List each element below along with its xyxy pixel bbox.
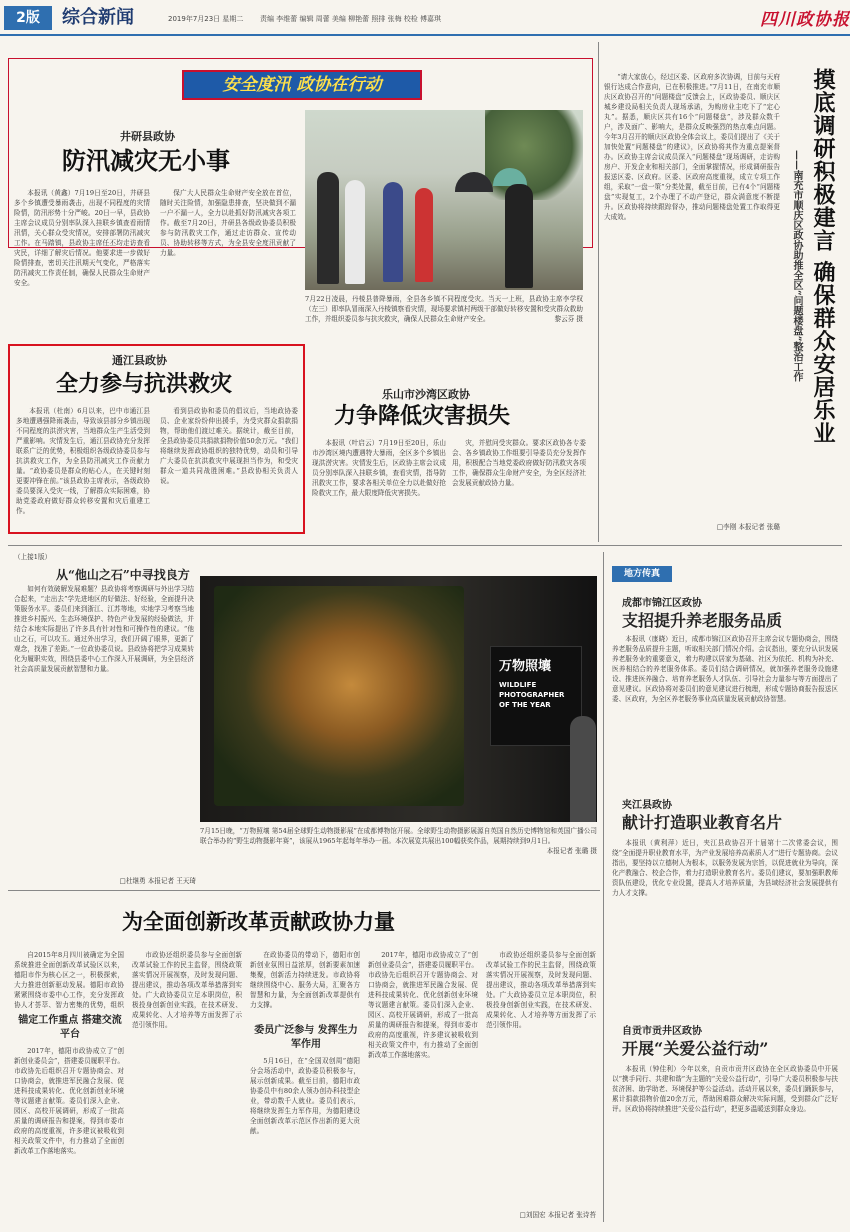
shawan-body-col1: 本报讯（叶启云）7月19日至20日，乐山市沙湾区境内遭遇特大暴雨，全区多个乡镇出现洪涝灾害。灾情发生后，区政协主席会议成员分别率队深入挂联乡镇，查看灾情，指导防汛救灾工作，要求各相关单位全力以赴做好抢险救灾工作，最大限度降低灾害损失。 xyxy=(312,439,446,497)
section-title: 综合新闻 xyxy=(62,7,134,28)
page-header xyxy=(0,0,850,36)
shunqing-subhead: ——南充市顺庆区政协助推全区“问题楼盘”整治工作 xyxy=(791,150,802,382)
bottom-body-col3: 在政协委员的带动下，德阳市创新创业氛围日益浓厚，创新要素加速集聚，创新活力持续迸发。市政协将继续围绕中心、服务大局，汇聚各方智慧和力量，为全面创新改革提供有力支撑。 xyxy=(250,951,360,1009)
side-brief-label: 地方传真 xyxy=(612,566,672,582)
wildlife-photo-caption: 7月15日晚，“万物照壤 第54届全球野生动物摄影展”在成都博物馆开展。全球野生动物摄影展源自英国自然历史博物馆和英国广播公司联合举办的“野生动物摄影年赛”，该展从1965年起每年举办一届。本次展览共展出100幅获奖作品，展期持续到9月1日。 本报记者 张璐 摄 xyxy=(200,827,597,855)
bottom-body-col3b: 5月16日，在“全国双创周”德阳分会场活动中，政协委员积极参与，展示创新成果。截至目前，德阳市政协委员中有80余人领办创办科技型企业，带动数千人就业。委员们表示，将继续发挥生力军作用，为德阳建设全面创新改革示范区作出新的更大贡献。 xyxy=(250,1057,360,1135)
column-divider xyxy=(603,552,604,1222)
banner xyxy=(182,70,422,100)
shawan-headline: 力争降低灾害损失 xyxy=(334,403,511,429)
column-divider xyxy=(598,42,599,542)
brief-headline: 献计打造职业教育名片 xyxy=(622,813,783,832)
section-divider xyxy=(8,545,842,546)
flood-photo-caption: 7月22日凌晨，丹棱县普降暴雨，全县各乡镇不同程度受灾。当天一上班，县政协主席李学权（左三）即率队冒雨深入丹棱镇察看灾情，现场要求镇村两级干部做好转移安置和受灾群众救助工作，并组织委员参与抗灾救灾，确保人民群众生命财产安全。 黎云芬 摄 xyxy=(305,295,583,323)
person-figure xyxy=(383,182,403,282)
tongjiang-headline: 全力参与抗洪救灾 xyxy=(56,371,233,397)
jingyan-headline: 防汛减灾无小事 xyxy=(62,146,230,175)
bottom-body-col5: 市政协还组织委员参与全面创新改革试验工作的民主监督，围绕政策落实情况开展视察，及时发现问题、提出建议，推动各项改革举措落到实处。广大政协委员立足本职岗位，积极投身创新创业实践，在技术研发、成果转化、人才培养等方面发挥了示范引领作用。 xyxy=(486,951,596,1029)
exhibition-sign xyxy=(490,646,582,746)
brief-body: 本报讯（钟佳利）今年以来，自贡市贡井区政协在全区政协委员中开展以“携手同行、共建和谐”为主题的“关爱公益行动”，引导广大委员积极参与扶贫济困、助学助老、环境保护等公益活动。活动开展以来，委员们踊跃参与，累计捐款捐物价值20余万元，帮助困难群众解决实际问题，受到群众广泛好评。区政协将持续推进“关爱公益行动”，把更多温暖送到群众身边。 xyxy=(612,1065,838,1113)
lion-photo xyxy=(214,586,464,806)
brief-kicker: 自贡市贡井区政协 xyxy=(622,1026,702,1037)
sign-line: PHOTOGRAPHER xyxy=(499,691,565,699)
brief-body: 本报讯（康晓）近日，成都市锦江区政协召开主席会议专题协商会，围绕养老服务品质提升主题，听取相关部门情况介绍。会议指出，要充分认识发展养老服务业的重要意义，着力构建以居家为基础、社区为依托、机构为补充、医养相结合的养老服务体系。委员们结合调研情况，就加强养老服务设施建设、推进医养融合、培育养老服务人才队伍、引导社会力量参与等方面提出了意见建议。区政协将对委员们的意见建议进行梳理，形成专题协商报告报送区委、区政府，为全区养老服务事业高质量发展贡献政协智慧。 xyxy=(612,635,838,703)
bottom-headline: 为全面创新改革贡献政协力量 xyxy=(122,909,395,934)
jingyan-kicker: 井研县政协 xyxy=(120,130,175,143)
photo-trees xyxy=(485,110,583,200)
editor-line: 责编 李维蕾 编辑 周蕾 美编 柳艳蕾 照排 张梅 校检 傅嘉琪 xyxy=(260,15,442,23)
sign-title: 万物照壤 xyxy=(499,659,552,674)
tongjiang-kicker: 通江县政协 xyxy=(112,354,167,367)
wildlife-exhibition-photo xyxy=(200,576,597,822)
brief-kicker: 成都市锦江区政协 xyxy=(622,598,702,609)
bottom-body-col2: 市政协还组织委员参与全面创新改革试验工作的民主监督，围绕政策落实情况开展视察，及时发现问题、提出建议，推动各项改革举措落到实处。广大政协委员立足本职岗位，积极投身创新创业实践，在技术研发、成果转化、人才培养等方面发挥了示范引领作用。 xyxy=(132,951,242,1029)
person-figure xyxy=(415,188,433,282)
wildlife-photo-credit: 本报记者 张璐 摄 xyxy=(546,847,597,855)
tongjiang-body-col1: 本报讯（杜南）6月以来，巴中市通江县多地遭遇强降雨袭击，导致该县部分乡镇出现不同程度的洪涝灾害，当地群众生产生活受到严重影响。灾情发生后，通江县政协充分发挥联系广泛的优势，积极组织各级政协委员参与抗洪救灾工作，为全县防汛减灾工作贡献力量。“政协委员是群众的贴心人，在关键时刻更要冲锋在前。”该县政协主席表示，各级政协委员要深入受灾一线，了解群众实际困难，协助党委政府做好群众转移安置和灾后重建工作。 xyxy=(16,407,150,515)
bottom-body-col4: 2017年，德阳市政协成立了“创新创业委员会”，搭建委员履职平台。市政协先后组织召开专题协商会、对口协商会，就推进军民融合发展、促进科技成果转化、优化创新创业环境等议题建言献策。委员们深入企业、园区、高校开展调研，形成了一批高质量的调研报告和提案，得到市委市政府的高度重视，许多建议被吸收到相关政策文件中，有力推动了全面创新改革工作落地落实。 xyxy=(368,951,478,1059)
continued-body: 如何有效破解发展难题？县政协将考察调研与外出学习结合起来，“走出去”学先进地区的好做法、好经验，全面提升决策服务水平。委员们来到浙江、江苏等地，实地学习考察当地推进乡村振兴、生态环境保护、特色产业发展的经验做法，并结合本地实际提出了许多具有针对性和可操作性的建议。“他山之石，可以攻玉。通过外出学习，我们开阔了眼界，更新了观念，找准了差距。”一位政协委员说。县政协将把学习成果转化为履职实效，围绕县委中心工作深入开展调研，为全县经济社会高质量发展贡献智慧和力量。 xyxy=(14,585,194,673)
page-number-tab: 2版 xyxy=(4,6,52,30)
shunqing-credit: □李刚 本报记者 张璐 xyxy=(716,523,780,531)
banner-text: 安全度汛 政协在行动 xyxy=(222,75,382,95)
continued-kicker: （上接1版） xyxy=(14,553,52,561)
date-line: 2019年7月23日 星期二 xyxy=(168,15,244,23)
bottom-credit: □刘国宏 本报记者 张诗苔 xyxy=(519,1211,596,1219)
bottom-subhead: 锚定工作重点 搭建交流平台 xyxy=(18,1015,122,1040)
brief-body: 本报讯（黄利萍）近日，夹江县政协召开十届第十二次常委会议，围绕“全面提升职业教育水平，为产业发展培养高素质人才”进行专题协商。会议指出，要坚持以立德树人为根本，以服务发展为宗旨，以促进就业为导向，深化产教融合、校企合作，着力打造职业教育名片。委员们建议，要加强职教师资队伍建设，优化专业设置，提高人才培养质量，为县域经济社会发展提供有力人才支撑。 xyxy=(612,839,838,897)
jingyan-body-col2: 保广大人民群众生命财产安全放在首位，随时关注险情，加强隐患排查，坚决做到不漏一户不漏一人，全力以赴抓好防汛减灾各项工作。截至7月20日，井研县各级政协委员积极参与防汛救灾工作，通过走访群众、宣传动员、协助转移等方式，为全县安全度汛贡献了力量。 xyxy=(160,189,296,257)
continued-headline: 从“他山之石”中寻找良方 xyxy=(56,568,190,582)
flood-inspection-photo xyxy=(305,110,583,290)
shunqing-body: “请大家放心，经过区委、区政府多次协调，目前与天府银行达成合作意向，已在积极推进。”7月11日，在南充市顺庆区政协召开的“问题楼盘”反馈会上，区政协委员、顺庆区城乡建设局相关负责人现场承诺，为购房业主吃下了“定心丸”。据悉，顺庆区共有16个“问题楼盘”，涉及群众数千户，涉及面广、影响大，是群众反映强烈的热点难点问题。今年3月召开的顺庆区政协全体会议上，委员们提出了《关于加快处置“问题楼盘”的建议》，区政协将其作为重点提案督办。区政协主席会议成员深入“问题楼盘”现场调研，走访购房户、开发企业和相关部门，全面掌握情况，形成调研报告报送区委、区政府。区委、区政府高度重视，成立专项工作组，采取“一盘一策”分类处置，截至目前，已有4个“问题楼盘”实现复工，2个办理了不动产登记，群众满意度不断提升。区政协将持续跟踪督办，推动问题楼盘处置工作取得更大成效。 xyxy=(604,73,780,221)
shunqing-headline: 摸底调研积极建言 确保群众安居乐业 xyxy=(810,68,836,445)
visitor-figure xyxy=(570,716,596,822)
shawan-kicker: 乐山市沙湾区政协 xyxy=(382,388,470,401)
jingyan-body-col1: 本报讯（黄鑫）7月19日至20日，井研县多个乡镇遭受暴雨袭击，出现不同程度的灾情险情，防汛形势十分严峻。20日一早，县政协主席会议成员分别率队深入挂联乡镇查看雨情汛情，关心群众受灾情况，安排部署防汛减灾工作。在马踏镇，县政协主席任丕均走访查看灾民，详细了解灾后情况。他要求进一步做好险情排查，密切关注汛期天气变化，严格落实防汛减灾工作责任制，确保人民群众生命财产安全。 xyxy=(14,189,150,287)
brief-headline: 支招提升养老服务品质 xyxy=(622,611,783,630)
continued-credit: □杜继勇 本报记者 王天琦 xyxy=(119,877,196,885)
flood-photo-credit: 黎云芬 摄 xyxy=(554,315,583,323)
brief-kicker: 夹江县政协 xyxy=(622,800,672,811)
shawan-body-col2: 灾，并慰问受灾群众。要求区政协各专委会、各乡镇政协工作组要引导委员充分发挥作用，积极配合当地党委政府做好防汛救灾各项工作，确保群众生命财产安全，为全区经济社会发展贡献政协力量。 xyxy=(452,439,586,487)
sign-line: WILDLIFE xyxy=(499,681,537,689)
sign-line: OF THE YEAR xyxy=(499,701,551,709)
paper-logo: 四川政协报 xyxy=(760,10,850,30)
bottom-subhead: 委员广泛参与 发挥生力军作用 xyxy=(254,1025,358,1050)
person-figure xyxy=(505,184,533,288)
bottom-body-col1: 自2015年8月四川被确定为全国系统推进全面创新改革试验区以来，德阳市作为核心区之一，积极探索，大力推进创新驱动发展。德阳市政协紧紧围绕市委中心工作，充分发挥政协人才荟萃、智力密集的优势，组织 xyxy=(14,951,124,1009)
bottom-body-col1b: 2017年，德阳市政协成立了“创新创业委员会”，搭建委员履职平台。市政协先后组织召开专题协商会、对口协商会，就推进军民融合发展、促进科技成果转化、优化创新创业环境等议题建言献策。委员们深入企业、园区、高校开展调研，形成了一批高质量的调研报告和提案，得到市委市政府的高度重视，许多建议被吸收到相关政策文件中，有力推动了全面创新改革工作落地落实。 xyxy=(14,1047,124,1155)
person-figure xyxy=(317,172,339,284)
person-figure xyxy=(345,180,365,284)
brief-headline: 开展“关爱公益行动” xyxy=(622,1039,769,1058)
tongjiang-body-col2: 看到县政协和委员的倡议后，当地政协委员、企业家纷纷伸出援手，为受灾群众捐款捐物，帮助他们渡过难关。据统计，截至目前，全县政协委员共捐款捐物价值50余万元。“我们将继续发挥政协组织的独特优势，动员和引导广大委员在抗洪救灾中展现担当作为，和受灾群众一道共同战胜困难。”县政协相关负责人说。 xyxy=(160,407,298,485)
section-divider xyxy=(8,890,600,891)
